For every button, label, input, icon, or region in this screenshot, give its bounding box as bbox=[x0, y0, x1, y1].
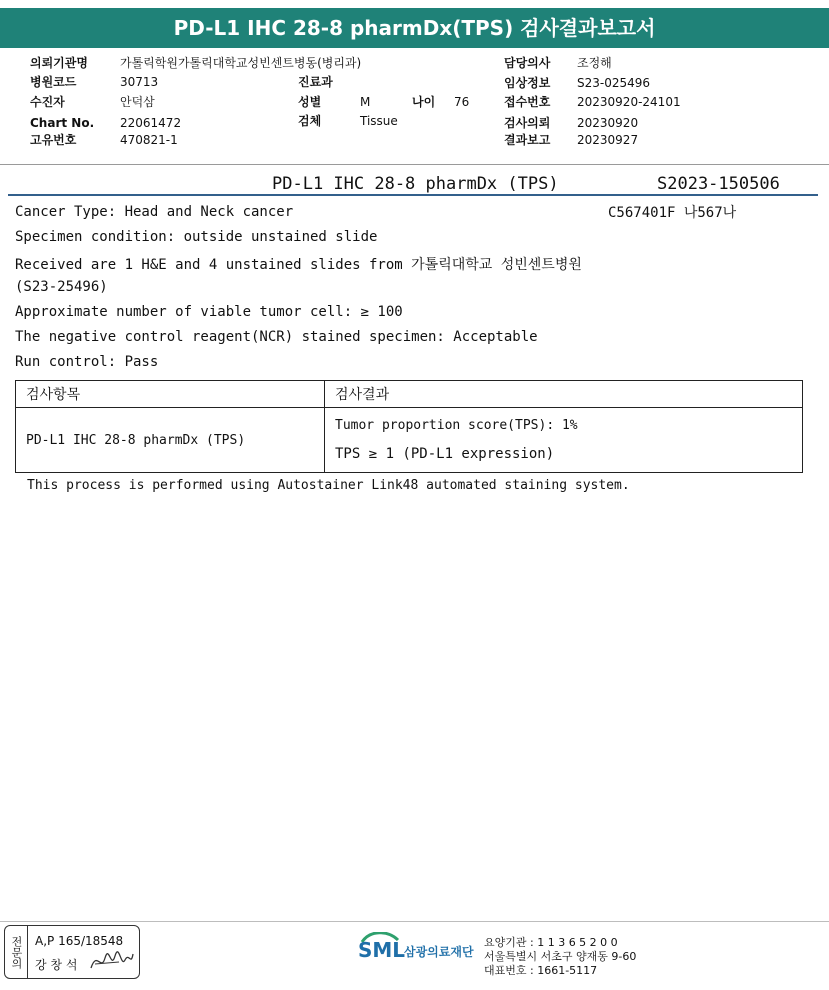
hospital-code-label: 병원코드 bbox=[30, 75, 77, 89]
patient-value: 안덕삼 bbox=[120, 95, 155, 109]
table-result-cell bbox=[325, 408, 803, 473]
request-label: 검사의뢰 bbox=[504, 116, 551, 130]
clinical-label: 임상정보 bbox=[504, 76, 551, 90]
run-control-line: Run control: Pass bbox=[15, 354, 159, 370]
receipt-value: 20230920-24101 bbox=[577, 95, 681, 109]
header-divider bbox=[0, 164, 829, 165]
logo-text: SML bbox=[358, 938, 406, 962]
footer-divider bbox=[0, 921, 829, 922]
table-header-item: 검사항목 bbox=[16, 381, 325, 408]
tps-expression: TPS ≥ 1 (PD-L1 expression) bbox=[335, 446, 555, 462]
stamp-vertical-label: 전문의 bbox=[5, 926, 28, 978]
table-item-text: PD-L1 IHC 28-8 pharmDx (TPS) bbox=[26, 433, 246, 448]
report-title: PD-L1 IHC 28-8 pharmDx(TPS) 검사결과보고서 bbox=[0, 8, 829, 48]
age-label: 나이 bbox=[412, 95, 436, 109]
table-row bbox=[16, 408, 803, 473]
sex-label: 성별 bbox=[298, 95, 322, 109]
block-ids: C567401F 나567나 bbox=[608, 205, 737, 221]
doctor-label: 담당의사 bbox=[504, 56, 551, 70]
request-value: 20230920 bbox=[577, 116, 639, 130]
table-header-result: 검사결과 bbox=[325, 381, 803, 408]
institution-code: 요양기관 : 1 1 3 6 5 2 0 0 bbox=[484, 936, 618, 949]
institution-value: 가톨릭학원가톨릭대학교성빈센트병동(병리과) bbox=[120, 56, 362, 70]
reference-line: (S23-25496) bbox=[15, 279, 108, 295]
chart-value: 22061472 bbox=[120, 116, 182, 130]
specimen-label: 검체 bbox=[298, 114, 322, 128]
receipt-label: 접수번호 bbox=[504, 95, 551, 109]
table-header-row bbox=[16, 381, 803, 408]
tumor-cell-line: Approximate number of viable tumor cell: ≥ 100 bbox=[15, 304, 403, 320]
hospital-code-value: 30713 bbox=[120, 75, 159, 89]
unique-value: 470821-1 bbox=[120, 133, 178, 147]
stamp-name: 강 창 석 bbox=[35, 958, 78, 972]
section-rule bbox=[8, 194, 818, 196]
case-number: S2023-150506 bbox=[657, 174, 780, 194]
report-date-value: 20230927 bbox=[577, 133, 639, 147]
test-name-heading: PD-L1 IHC 28-8 pharmDx (TPS) bbox=[272, 174, 559, 194]
dept-label: 진료과 bbox=[298, 75, 333, 89]
stamp-license: A,P 165/18548 bbox=[35, 934, 124, 948]
process-note: This process is performed using Autostainer Link48 automated staining system. bbox=[27, 478, 630, 493]
specimen-value: Tissue bbox=[360, 114, 398, 128]
report-date-label: 결과보고 bbox=[504, 133, 551, 147]
doctor-value: 조정해 bbox=[577, 56, 612, 70]
ncr-line: The negative control reagent(NCR) stained specimen: Acceptable bbox=[15, 329, 538, 345]
unique-label: 고유번호 bbox=[30, 133, 77, 147]
signature-icon bbox=[89, 948, 135, 974]
clinical-value: S23-025496 bbox=[577, 76, 651, 90]
specimen-condition-line: Specimen condition: outside unstained slide bbox=[15, 229, 378, 245]
result-table bbox=[15, 380, 803, 473]
specialist-stamp bbox=[4, 925, 140, 979]
table-item-cell bbox=[16, 408, 325, 473]
chart-label: Chart No. bbox=[30, 116, 95, 130]
tps-score: Tumor proportion score(TPS): 1% bbox=[335, 418, 578, 433]
institution-label: 의뢰기관명 bbox=[30, 56, 88, 70]
age-value: 76 bbox=[454, 95, 470, 109]
sex-value: M bbox=[360, 95, 371, 109]
phone-number: 대표번호 : 1661-5117 bbox=[484, 964, 598, 977]
logo-name: 삼광의료재단 bbox=[404, 945, 474, 959]
cancer-type-line: Cancer Type: Head and Neck cancer bbox=[15, 204, 294, 220]
received-line: Received are 1 H&E and 4 unstained slides from 가톨릭대학교 성빈센트병원 bbox=[15, 257, 582, 273]
address: 서울특별시 서초구 양재동 9-60 bbox=[484, 950, 637, 963]
patient-label: 수진자 bbox=[30, 95, 65, 109]
